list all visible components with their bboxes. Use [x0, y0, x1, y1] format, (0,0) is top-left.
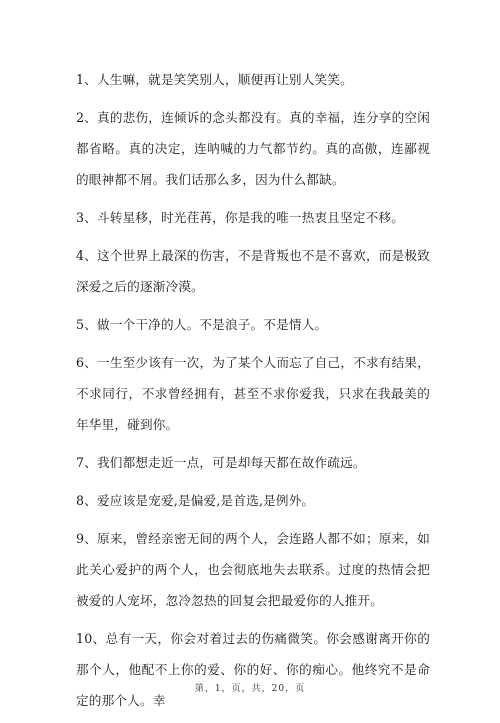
- document-body: [76, 64, 430, 723]
- paragraph-4: 4、这个世界上最深的伤害，不是背叛也不是不喜欢，而是极致深爱之后的逐渐冷漠。: [76, 248, 430, 294]
- paragraph-9: 9、原来，曾经亲密无间的两个人，会连路人都不如；原来，如此关心爱护的两个人，也会彻底地失去联系。过度的热情会把被爱的人宠坏，忽冷忽热的回复会把最爱你的人推开。: [76, 531, 430, 608]
- paragraph-6: 6、一生至少该有一次，为了某个人而忘了自己，不求有结果，不求同行，不求曾经拥有，甚至不求你爱我，只求在我最美的年华里，碰到你。: [76, 355, 430, 432]
- paragraph-1: 1、人生嘛，就是笑笑别人，顺便再让别人笑笑。: [76, 72, 353, 87]
- page-footer: 第，1，页，共，20，页: [194, 684, 306, 694]
- paragraph-2: 2、真的悲伤，连倾诉的念头都没有。真的幸福，连分享的空闲都省略。真的决定，连呐喊的力气都节约。真的高傲，连鄙视的眼神都不屑。我们话那么多，因为什么都缺。: [76, 110, 430, 187]
- paragraph-5: 5、做一个干净的人。不是浪子。不是情人。: [76, 317, 328, 332]
- paragraph-3: 3、斗转星移，时光荏苒，你是我的唯一热衷且坚定不移。: [76, 210, 405, 225]
- paragraph-8: 8、爱应该是宠爱,是偏爱,是首选,是例外。: [76, 493, 315, 508]
- paragraph-10: 10、总有一天，你会对着过去的伤痛微笑。你会感谢离开你的那个人，他配不上你的爱、你的好、你的痴心。他终究不是命定的那个人。幸: [76, 631, 430, 708]
- paragraph-7: 7、我们都想走近一点，可是却每天都在故作疏远。: [76, 455, 366, 470]
